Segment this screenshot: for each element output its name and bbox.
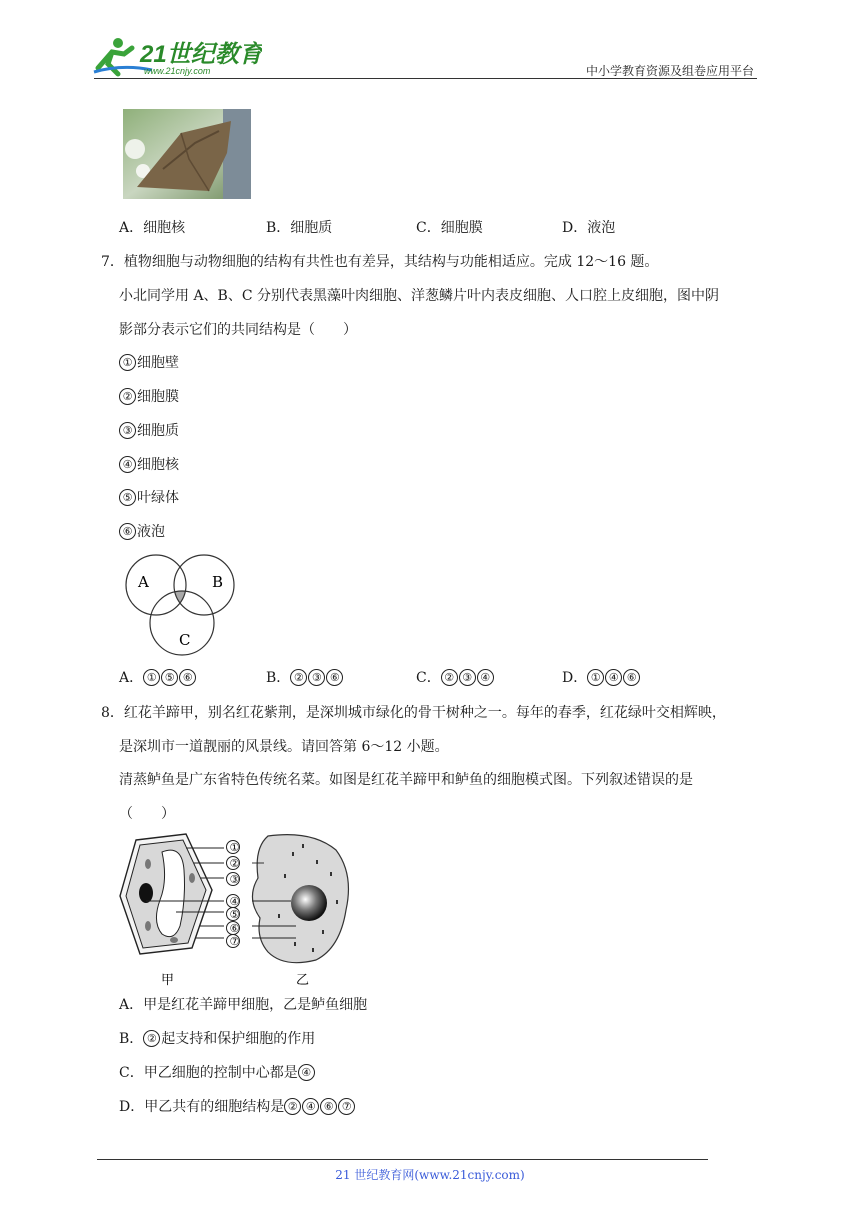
option-letter: D． bbox=[562, 670, 588, 686]
option-letter: B． bbox=[119, 1031, 144, 1047]
item-number: ⑤ bbox=[119, 489, 136, 506]
option-number: ④ bbox=[605, 669, 622, 686]
q8-paragraph-2: （ ） bbox=[119, 806, 175, 822]
cell-label-5: ⑤ bbox=[229, 908, 240, 921]
item-number: ③ bbox=[119, 422, 136, 439]
option-number: ① bbox=[143, 669, 160, 686]
cell-label-2: ② bbox=[229, 857, 240, 870]
animal-nucleus bbox=[291, 885, 327, 921]
q7-paragraph-2: 影部分表示它们的共同结构是（ ） bbox=[119, 322, 357, 338]
item-text: 细胞核 bbox=[137, 457, 179, 473]
cell-label-3: ③ bbox=[229, 873, 240, 886]
footer-link[interactable]: 21 世纪教育网(www.21cnjy.com) bbox=[335, 1168, 525, 1182]
q8-stem-2: 是深圳市一道靓丽的风景线。请回答第 6～12 小题。 bbox=[119, 739, 449, 755]
item-number: ① bbox=[119, 354, 136, 371]
option-number: ⑥ bbox=[320, 1098, 337, 1115]
q7-paragraph-1: 小北同学用 A、B、C 分别代表黑藻叶肉细胞、洋葱鳞片叶内表皮细胞、人口腔上皮细胞，图中阴 bbox=[119, 288, 720, 304]
q7-option-d[interactable] bbox=[562, 668, 641, 688]
option-number: ③ bbox=[459, 669, 476, 686]
option-text: C．甲乙细胞的控制中心都是 bbox=[119, 1065, 298, 1081]
header-divider bbox=[94, 78, 757, 79]
item-number: ⑥ bbox=[119, 523, 136, 540]
option-number: ⑦ bbox=[338, 1098, 355, 1115]
item-number: ④ bbox=[119, 456, 136, 473]
q8-stem-1: 8．红花羊蹄甲，别名红花紫荆，是深圳城市绿化的骨干树种之一。每年的春季，红花绿叶交相辉映， bbox=[101, 705, 726, 721]
item-text: 细胞质 bbox=[137, 423, 179, 439]
q7-option-c[interactable] bbox=[416, 668, 495, 688]
option-number: ⑥ bbox=[623, 669, 640, 686]
q6-option-d[interactable]: D．液泡 bbox=[562, 220, 616, 236]
option-number: ④ bbox=[302, 1098, 319, 1115]
svg-text:www.21cnjy.com: www.21cnjy.com bbox=[144, 66, 211, 76]
q8-option-a[interactable]: A．甲是红花羊蹄甲细胞，乙是鲈鱼细胞 bbox=[119, 997, 368, 1013]
q8-option-d[interactable] bbox=[119, 1097, 356, 1117]
option-number: ⑤ bbox=[161, 669, 178, 686]
q7-item-4 bbox=[119, 455, 179, 475]
option-number: ① bbox=[587, 669, 604, 686]
q8-option-c[interactable] bbox=[119, 1063, 316, 1083]
q6-option-a[interactable]: A．细胞核 bbox=[119, 220, 186, 236]
option-letter: C． bbox=[416, 670, 441, 686]
option-number: ② bbox=[284, 1098, 301, 1115]
cell-yi-label: 乙 bbox=[296, 973, 310, 988]
svg-text:21世纪教育: 21世纪教育 bbox=[140, 41, 262, 68]
venn-label-a: A bbox=[138, 573, 149, 591]
moth-photo bbox=[123, 109, 251, 199]
circle-a bbox=[126, 555, 186, 615]
option-number: ④ bbox=[298, 1064, 315, 1081]
cell-label-4: ④ bbox=[229, 895, 240, 908]
q7-item-5 bbox=[119, 488, 179, 508]
q7-item-3 bbox=[119, 421, 179, 441]
q6-option-c[interactable]: C．细胞膜 bbox=[416, 220, 483, 236]
option-letter: A． bbox=[119, 670, 144, 686]
q7-option-b[interactable] bbox=[266, 668, 344, 688]
q7-item-6 bbox=[119, 522, 165, 542]
q8-option-b[interactable] bbox=[119, 1029, 315, 1049]
platform-name: 中小学教育资源及组卷应用平台 bbox=[585, 64, 754, 78]
q6-option-b[interactable]: B．细胞质 bbox=[266, 220, 333, 236]
option-text: 起支持和保护细胞的作用 bbox=[161, 1031, 316, 1047]
option-number: ② bbox=[143, 1030, 160, 1047]
item-number: ② bbox=[119, 388, 136, 405]
item-text: 液泡 bbox=[137, 524, 165, 540]
site-logo bbox=[92, 34, 262, 78]
option-number: ④ bbox=[477, 669, 494, 686]
option-number: ③ bbox=[308, 669, 325, 686]
option-number: ⑥ bbox=[326, 669, 343, 686]
item-text: 细胞壁 bbox=[137, 355, 179, 371]
option-number: ⑥ bbox=[179, 669, 196, 686]
cell-label-6: ⑥ bbox=[229, 922, 240, 935]
q7-stem: 7．植物细胞与动物细胞的结构有共性也有差异，其结构与功能相适应。完成 12～16 题。 bbox=[101, 254, 659, 270]
venn-diagram bbox=[118, 553, 246, 661]
item-text: 叶绿体 bbox=[137, 490, 179, 506]
cell-diagram bbox=[116, 830, 356, 990]
footer-divider bbox=[97, 1159, 708, 1160]
q8-paragraph-1: 清蒸鲈鱼是广东省特色传统名菜。如图是红花羊蹄甲和鲈鱼的细胞模式图。下列叙述错误的是 bbox=[119, 772, 693, 788]
venn-label-b: B bbox=[212, 573, 224, 591]
q7-item-2 bbox=[119, 387, 179, 407]
runner-logo-icon bbox=[92, 34, 262, 78]
option-number: ② bbox=[290, 669, 307, 686]
option-number: ② bbox=[441, 669, 458, 686]
q7-option-a[interactable] bbox=[119, 668, 197, 688]
item-text: 细胞膜 bbox=[137, 389, 179, 405]
cell-label-7: ⑦ bbox=[229, 935, 240, 948]
venn-label-c: C bbox=[179, 631, 191, 649]
option-text: D．甲乙共有的细胞结构是 bbox=[119, 1099, 285, 1115]
plant-nucleus bbox=[139, 883, 153, 903]
option-letter: B． bbox=[266, 670, 291, 686]
cell-jia-label: 甲 bbox=[161, 973, 175, 988]
circle-b bbox=[174, 555, 234, 615]
cell-label-1: ① bbox=[229, 841, 240, 854]
q7-item-1 bbox=[119, 353, 179, 373]
